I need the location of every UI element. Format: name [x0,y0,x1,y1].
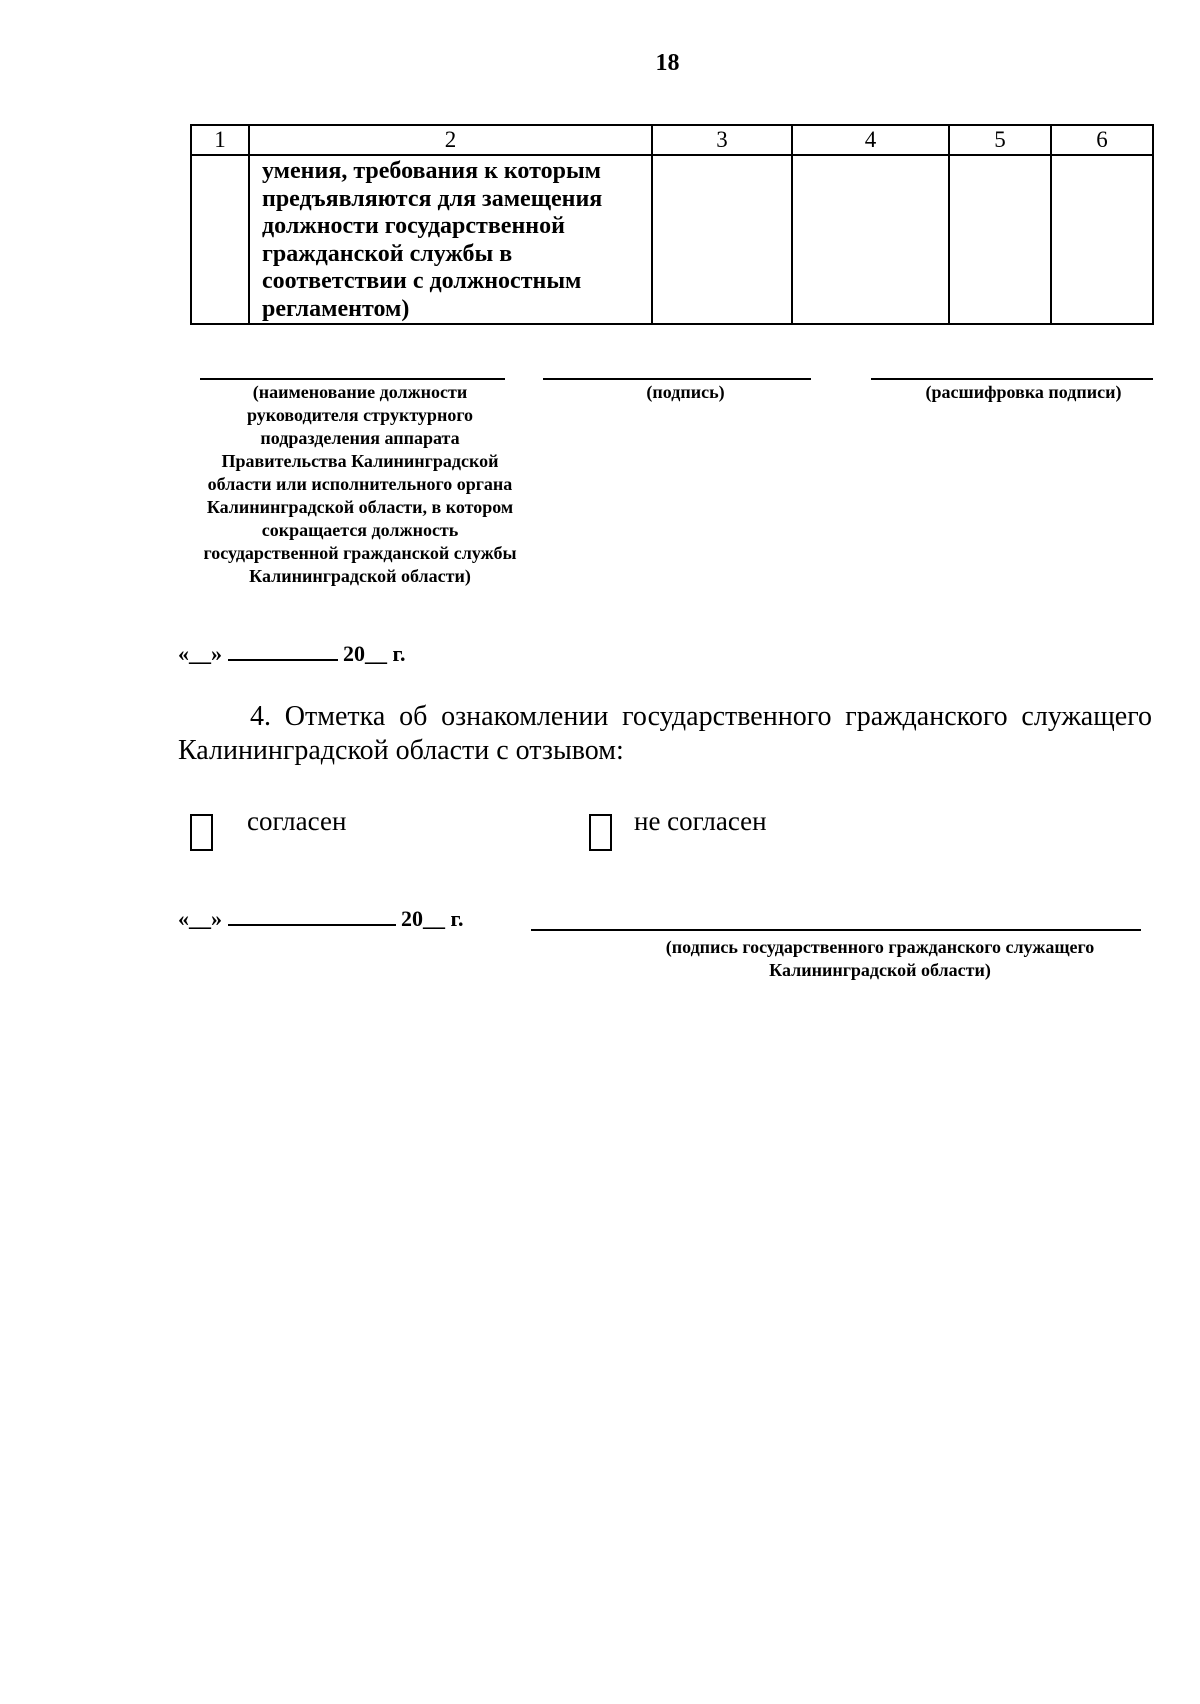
signature-caption: (подпись) [646,382,725,402]
table-cell-text: умения, требования к которым предъявляются для замещения должности государственной гражданской службы в соответствии с должностным регламентом) [262,158,603,322]
signature-decode-line[interactable] [871,378,1153,380]
date-year[interactable]: 20__ [343,641,387,666]
section-4-text [178,700,1152,768]
date-month-blank[interactable] [228,923,396,926]
table-cell [191,155,249,324]
position-caption: (наименование должности руководителя структурного подразделения аппарата Правительства Калининградской области или исполнительного органа Калининградской области, в котором сокращается должность государственной гражданской службы Калининградской области) [203,382,517,586]
column-header: 5 [949,125,1051,155]
column-header: 6 [1051,125,1153,155]
table-row [191,155,1153,324]
date-day[interactable]: «__» [178,906,222,931]
column-header: 3 [652,125,792,155]
table-header-row [191,125,1153,155]
column-header: 4 [792,125,949,155]
disagree-checkbox[interactable] [589,814,612,851]
disagree-label: не согласен [634,806,767,836]
column-header: 1 [191,125,249,155]
agree-label: согласен [247,806,347,836]
table-cell [949,155,1051,324]
table-cell [792,155,949,324]
section-4-statement: 4. Отметка об ознакомлении государственного гражданского служащего Калининградской области с отзывом: [178,701,1152,766]
date-month-blank[interactable] [228,658,338,661]
approval-date [178,641,406,667]
date-year[interactable]: 20__ [401,906,445,931]
table-cell [249,155,652,324]
date-day[interactable]: «__» [178,641,222,666]
signature-line[interactable] [543,378,811,380]
date-suffix: г. [450,906,464,931]
employee-signature-caption: (подпись государственного гражданского служащего Калининградской области) [665,937,1095,980]
column-header: 2 [249,125,652,155]
acknowledgement-date [178,906,464,932]
employee-signature-line[interactable] [531,929,1141,931]
table-cell [1051,155,1153,324]
date-suffix: г. [392,641,406,666]
position-signature-line[interactable] [200,378,505,380]
data-table [190,124,1154,325]
page-number: 18 [655,50,680,76]
agree-checkbox[interactable] [190,814,213,851]
signature-decode-caption: (расшифровка подписи) [925,382,1122,402]
table-cell [652,155,792,324]
